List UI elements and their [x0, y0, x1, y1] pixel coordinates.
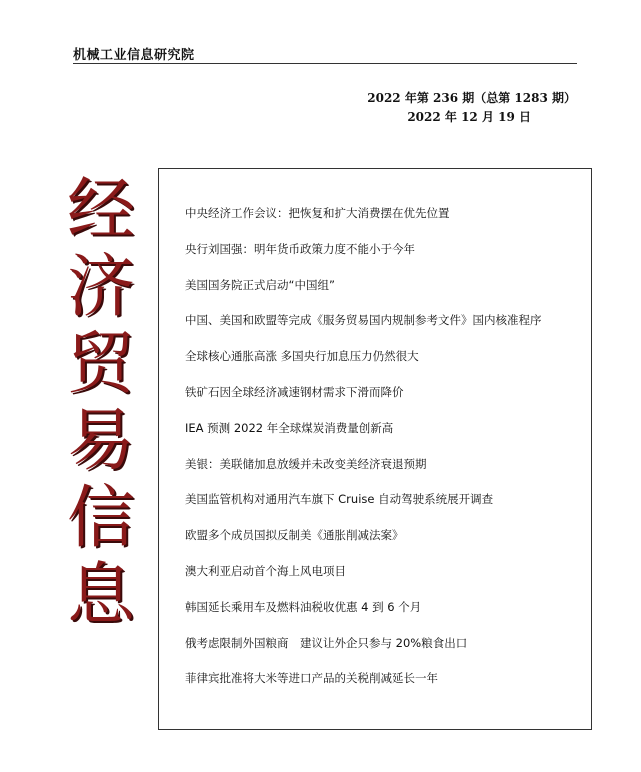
- title-char: 济: [66, 248, 135, 327]
- headline-item[interactable]: 铁矿石因全球经济减速钢材需求下滑而降价: [185, 384, 404, 399]
- headline-item[interactable]: 澳大利亚启动首个海上风电项目: [185, 563, 346, 578]
- title-char: 贸: [66, 325, 135, 404]
- title-char: 息: [66, 556, 135, 635]
- headline-item[interactable]: 欧盟多个成员国拟反制美《通胀削减法案》: [185, 528, 404, 543]
- publication-title: [60, 172, 142, 634]
- headline-item[interactable]: 美银：美联储加息放缓并未改变美经济衰退预期: [185, 456, 427, 471]
- headline-item[interactable]: 韩国延长乘用车及燃料油税收优惠 4 到 6 个月: [185, 599, 422, 614]
- headlines-box: [158, 168, 592, 730]
- issue-date: 2022 年 12 月 19 日: [407, 110, 531, 124]
- headline-item[interactable]: IEA 预测 2022 年全球煤炭消费量创新高: [185, 420, 394, 435]
- organization-name: 机械工业信息研究院: [73, 48, 195, 63]
- issue-number: 2022 年第 236 期（总第 1283 期）: [367, 91, 576, 105]
- headline-item[interactable]: 菲律宾批准将大米等进口产品的关税削减延长一年: [185, 671, 438, 686]
- title-char: 经: [66, 171, 135, 250]
- headline-item[interactable]: 美国监管机构对通用汽车旗下 Cruise 自动驾驶系统展开调查: [185, 492, 494, 507]
- headline-item[interactable]: 央行刘国强：明年货币政策力度不能小于今年: [185, 241, 415, 256]
- headline-list: [185, 205, 542, 706]
- headline-item[interactable]: 俄考虑限制外国粮商 建议让外企只参与 20%粮食出口: [185, 635, 468, 650]
- headline-item[interactable]: 中央经济工作会议：把恢复和扩大消费摆在优先位置: [185, 206, 450, 220]
- title-char: 信: [66, 479, 135, 558]
- header-divider: [73, 63, 577, 64]
- headline-item[interactable]: 全球核心通胀高涨 多国央行加息压力仍然很大: [185, 349, 419, 364]
- headline-item[interactable]: 美国国务院正式启动“中国组”: [185, 277, 335, 292]
- title-char: 易: [66, 402, 135, 481]
- headline-item[interactable]: 中国、美国和欧盟等完成《服务贸易国内规制参考文件》国内核准程序: [185, 313, 542, 328]
